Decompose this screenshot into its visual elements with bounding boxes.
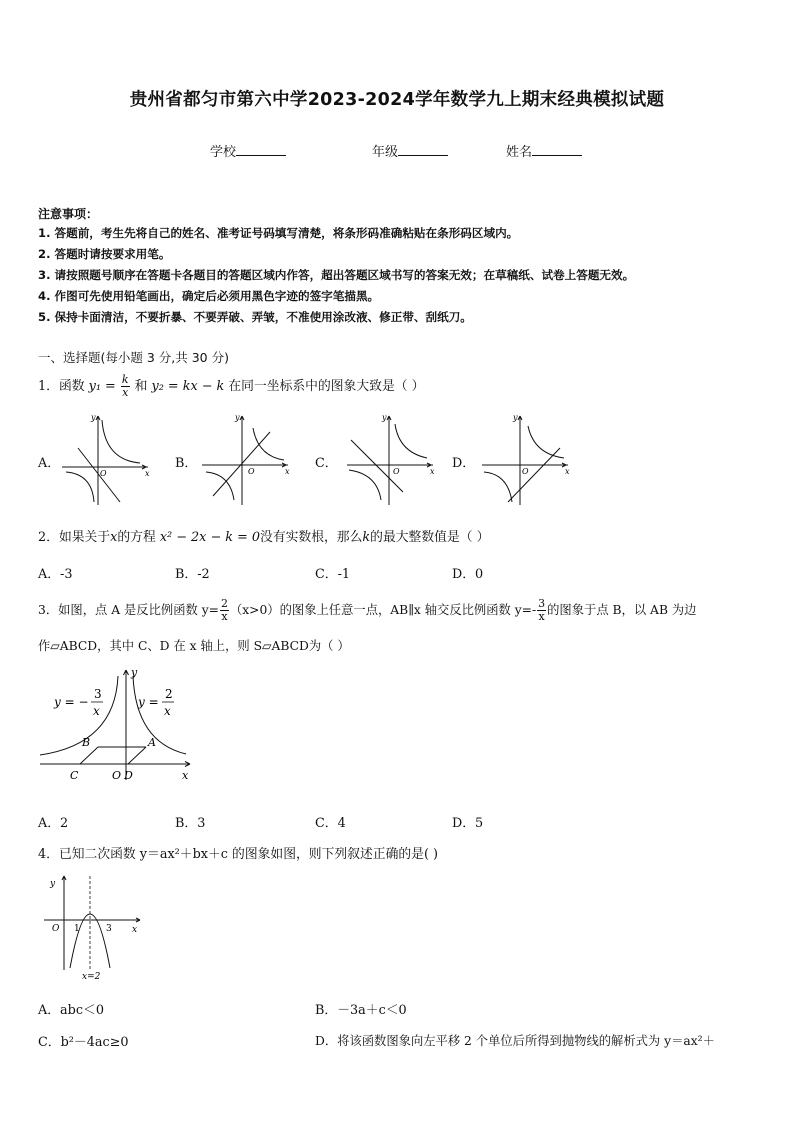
right-curve-label: y = [138, 695, 159, 709]
left-curve-den: x [93, 704, 100, 718]
right-curve-den: x [164, 704, 171, 718]
notice-item: 4. 作图可先使用铅笔画出，确定后必须用黑色字迹的签字笔描黑。 [38, 289, 380, 303]
q2-text-c: 没有实数根，那么 [260, 530, 363, 545]
q2-option-c[interactable]: C．-1 [315, 567, 351, 582]
section-heading: 一、选择题(每小题 3 分,共 30 分) [38, 350, 229, 365]
q3-option-b[interactable]: B．3 [175, 816, 206, 831]
x-axis-label: x [145, 469, 150, 478]
q1-option-c-label[interactable]: C． [315, 456, 338, 471]
notice-item: 5. 保持卡面清洁，不要折暴、不要弄破、弄皱，不准使用涂改液、修正带、刮纸刀。 [38, 310, 472, 324]
y-axis-label: y [131, 666, 138, 679]
point-c-label: C [70, 769, 79, 782]
y-axis-label: y [513, 413, 518, 422]
q3-fraction-1: $\frac{2}{x}$ [220, 597, 228, 623]
right-curve-num: 2 [165, 687, 173, 701]
q1-number: 1．函数 [38, 379, 85, 394]
origin-label: O [100, 469, 107, 478]
q3-text-a: 3．如图，点 A 是反比例函数 y= [38, 603, 219, 617]
q2-k: k [362, 530, 371, 545]
grade-blank[interactable] [398, 144, 448, 156]
grade-field[interactable] [372, 141, 448, 160]
q2-option-d[interactable]: D．0 [452, 567, 484, 582]
page-title: 贵州省都匀市第六中学2023-2024学年数学九上期末经典模拟试题 [129, 90, 665, 110]
name-field[interactable] [506, 141, 582, 160]
q4-option-d[interactable]: D．将该函数图象向左平移 2 个单位后所得到抛物线的解析式为 y＝ax²＋ [315, 1034, 715, 1048]
point-a-label: A [148, 736, 156, 749]
tick-3-label: 3 [106, 924, 112, 934]
origin-label: O [52, 924, 60, 934]
y-axis-label: y [91, 413, 96, 422]
q2-option-b[interactable]: B．-2 [175, 567, 210, 582]
school-label: 学校 [210, 145, 237, 160]
y-axis-label: y [50, 879, 56, 889]
point-d-label: D [124, 769, 133, 782]
q4-option-b[interactable]: B．－3a＋c＜0 [315, 1003, 407, 1018]
question-3-line-1 [38, 598, 696, 623]
q1-graph-d [478, 410, 573, 508]
q1-rest: 在同一坐标系中的图象大致是（ ） [228, 379, 425, 394]
q1-graph-a [58, 410, 153, 508]
q4-option-a[interactable]: A．abc＜0 [38, 1003, 104, 1018]
q2-text-a: 2．如果关于 [38, 530, 111, 545]
notice-item: 3. 请按照题号顺序在答题卡各题目的答题区域内作答，超出答题区域书写的答案无效；在草稿纸、试卷上答题无效。 [38, 268, 635, 282]
q2-var: x [110, 530, 118, 545]
x-axis-label: x [565, 467, 570, 476]
x-axis-label: x [132, 925, 138, 935]
question-3-line-2: 作▱ABCD，其中 C、D 在 x 轴上，则 S▱ABCD为（ ） [38, 639, 350, 653]
q3-option-c[interactable]: C．4 [315, 816, 346, 831]
school-field[interactable] [210, 141, 286, 160]
notice-title: 注意事项： [38, 207, 99, 221]
x-axis-label: x [285, 467, 290, 476]
q1-y2: y₂ = kx − k [151, 379, 225, 394]
question-2 [38, 526, 489, 545]
q1-option-b-label[interactable]: B． [175, 456, 198, 471]
q3-text-c: 的图象于点 B，以 AB 为边 [547, 603, 697, 617]
q1-y1: y₁ = [88, 379, 116, 394]
origin-label: O [522, 467, 529, 476]
x-axis-label: x [430, 467, 435, 476]
symmetry-axis-label: x=2 [82, 972, 101, 982]
q2-text-b: 的方程 [117, 530, 156, 545]
question-1 [38, 374, 424, 399]
q1-and: 和 [134, 379, 148, 394]
school-blank[interactable] [236, 144, 286, 156]
name-label: 姓名 [506, 145, 533, 160]
origin-label: O [112, 769, 122, 782]
q4-option-c[interactable]: C．b²－4ac≥0 [38, 1035, 129, 1050]
q4-figure [40, 870, 150, 982]
q1-graph-b [198, 410, 293, 508]
q3-text-b: （x>0）的图象上任意一点，AB∥x 轴交反比例函数 y=- [229, 603, 537, 617]
point-b-label: B [82, 736, 91, 749]
q2-equation: x² − 2x − k = 0 [159, 530, 261, 545]
q2-text-d: 的最大整数值是（ ） [370, 530, 490, 545]
y-axis-label: y [382, 413, 387, 422]
tick-1-label: 1 [74, 924, 80, 934]
q1-option-d-label[interactable]: D． [452, 456, 476, 471]
left-curve-num: 3 [94, 687, 102, 701]
name-blank[interactable] [532, 144, 582, 156]
x-axis-label: x [182, 769, 189, 782]
notice-item: 2. 答题时请按要求用笔。 [38, 247, 171, 261]
q1-fraction: $\frac{k}{x}$ [121, 373, 129, 399]
origin-label: O [393, 467, 400, 476]
q3-figure [38, 662, 198, 784]
origin-label: O [248, 467, 255, 476]
q1-graph-c [343, 410, 438, 508]
notice-item: 1. 答题前，考生先将自己的姓名、准考证号码填写清楚，将条形码准确粘贴在条形码区域内。 [38, 226, 519, 240]
q3-option-a[interactable]: A．2 [38, 816, 69, 831]
q2-option-a[interactable]: A．-3 [38, 567, 73, 582]
question-4: 4．已知二次函数 y＝ax²＋bx＋c 的图象如图，则下列叙述正确的是( ) [38, 847, 439, 862]
q1-option-a-label[interactable]: A． [38, 456, 61, 471]
q3-option-d[interactable]: D．5 [452, 816, 484, 831]
q3-fraction-2: $\frac{3}{x}$ [538, 597, 546, 623]
left-curve-label: y = − [54, 695, 89, 709]
y-axis-label: y [235, 413, 240, 422]
grade-label: 年级 [372, 145, 399, 160]
